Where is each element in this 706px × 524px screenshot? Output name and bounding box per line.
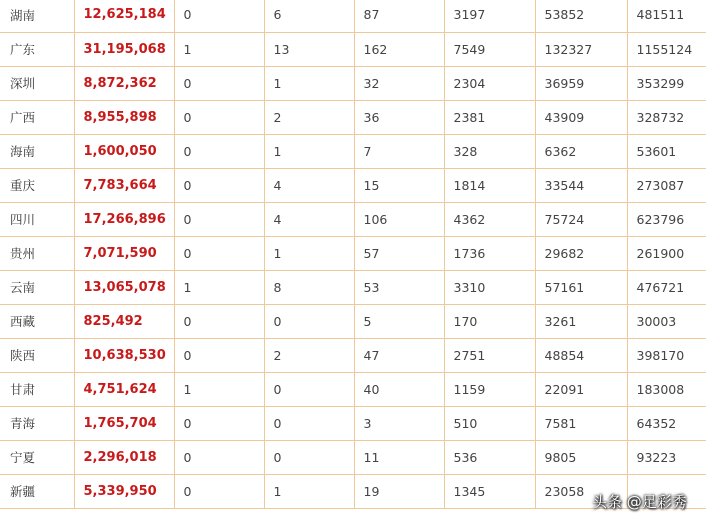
cell-tier4: 3197 (444, 0, 535, 32)
table-row (0, 304, 706, 338)
cell-tier1: 1 (174, 32, 264, 66)
cell-tier3: 40 (354, 372, 444, 406)
cell-tier5: 22091 (535, 372, 627, 406)
cell-tier3: 36 (354, 100, 444, 134)
cell-tier1: 0 (174, 474, 264, 508)
cell-tier6: 623796 (627, 202, 706, 236)
cell-tier5: 6362 (535, 134, 627, 168)
cell-tier4: 2751 (444, 338, 535, 372)
cell-tier2: 1 (264, 134, 354, 168)
cell-tier3: 47 (354, 338, 444, 372)
table-row (0, 202, 706, 236)
cell-tier4: 536 (444, 440, 535, 474)
cell-sales: 5,339,950 (74, 474, 174, 508)
cell-tier1: 0 (174, 202, 264, 236)
cell-tier1: 1 (174, 270, 264, 304)
cell-tier5: 53852 (535, 0, 627, 32)
cell-tier3: 57 (354, 236, 444, 270)
cell-region: 云南 (0, 270, 74, 304)
cell-tier2: 4 (264, 202, 354, 236)
table-row (0, 372, 706, 406)
table-row (0, 66, 706, 100)
cell-tier3: 53 (354, 270, 444, 304)
cell-tier4: 7549 (444, 32, 535, 66)
cell-sales: 4,751,624 (74, 372, 174, 406)
cell-tier2: 0 (264, 372, 354, 406)
table-row (0, 440, 706, 474)
cell-tier2: 6 (264, 0, 354, 32)
cell-sales: 7,783,664 (74, 168, 174, 202)
cell-tier6: 481511 (627, 0, 706, 32)
table-row (0, 168, 706, 202)
cell-tier4: 328 (444, 134, 535, 168)
table-row (0, 134, 706, 168)
cell-region: 广西 (0, 100, 74, 134)
cell-region: 广东 (0, 32, 74, 66)
table-row (0, 236, 706, 270)
cell-tier3: 162 (354, 32, 444, 66)
table-row (0, 338, 706, 372)
table-row (0, 406, 706, 440)
cell-tier1: 0 (174, 134, 264, 168)
cell-tier1: 0 (174, 168, 264, 202)
cell-tier2: 0 (264, 406, 354, 440)
cell-sales: 13,065,078 (74, 270, 174, 304)
cell-tier6: 64352 (627, 406, 706, 440)
cell-tier6: 93223 (627, 440, 706, 474)
cell-sales: 8,872,362 (74, 66, 174, 100)
cell-tier4: 3310 (444, 270, 535, 304)
cell-tier2: 13 (264, 32, 354, 66)
cell-region: 湖南 (0, 0, 74, 32)
cell-sales: 2,296,018 (74, 440, 174, 474)
cell-tier4: 2304 (444, 66, 535, 100)
cell-tier1: 0 (174, 236, 264, 270)
cell-tier2: 0 (264, 440, 354, 474)
cell-tier6: 273087 (627, 168, 706, 202)
cell-tier1: 0 (174, 406, 264, 440)
cell-tier1: 0 (174, 338, 264, 372)
cell-tier5: 43909 (535, 100, 627, 134)
cell-tier2: 2 (264, 338, 354, 372)
cell-tier3: 87 (354, 0, 444, 32)
table-row (0, 270, 706, 304)
cell-region: 陕西 (0, 338, 74, 372)
cell-region: 四川 (0, 202, 74, 236)
cell-tier1: 0 (174, 304, 264, 338)
cell-tier2: 8 (264, 270, 354, 304)
cell-tier4: 1736 (444, 236, 535, 270)
cell-tier6: 476721 (627, 270, 706, 304)
cell-region: 新疆 (0, 474, 74, 508)
cell-tier2: 0 (264, 304, 354, 338)
cell-tier4: 2381 (444, 100, 535, 134)
table-row (0, 0, 706, 32)
cell-sales: 31,195,068 (74, 32, 174, 66)
table-row (0, 32, 706, 66)
cell-tier6: 30003 (627, 304, 706, 338)
cell-sales: 7,071,590 (74, 236, 174, 270)
cell-tier2: 1 (264, 236, 354, 270)
cell-tier6: 183008 (627, 372, 706, 406)
cell-tier5: 23058 (535, 474, 627, 508)
cell-tier6: 328732 (627, 100, 706, 134)
cell-tier3: 19 (354, 474, 444, 508)
cell-sales: 12,625,184 (74, 0, 174, 32)
cell-tier5: 29682 (535, 236, 627, 270)
cell-tier3: 7 (354, 134, 444, 168)
cell-tier3: 15 (354, 168, 444, 202)
cell-region: 贵州 (0, 236, 74, 270)
cell-region: 重庆 (0, 168, 74, 202)
cell-tier5: 36959 (535, 66, 627, 100)
cell-tier1: 0 (174, 0, 264, 32)
watermark: 头条 @足彩秀 (592, 493, 687, 511)
table-row (0, 100, 706, 134)
cell-tier3: 11 (354, 440, 444, 474)
cell-sales: 1,765,704 (74, 406, 174, 440)
cell-region: 海南 (0, 134, 74, 168)
cell-sales: 8,955,898 (74, 100, 174, 134)
cell-tier3: 32 (354, 66, 444, 100)
cell-region: 青海 (0, 406, 74, 440)
cell-tier3: 5 (354, 304, 444, 338)
cell-tier5: 7581 (535, 406, 627, 440)
cell-tier4: 1814 (444, 168, 535, 202)
cell-tier5: 132327 (535, 32, 627, 66)
cell-tier2: 1 (264, 66, 354, 100)
cell-tier6: 53601 (627, 134, 706, 168)
cell-tier4: 510 (444, 406, 535, 440)
cell-sales: 1,600,050 (74, 134, 174, 168)
cell-region: 深圳 (0, 66, 74, 100)
cell-tier1: 0 (174, 440, 264, 474)
cell-tier6: 261900 (627, 236, 706, 270)
cell-tier6: 1155124 (627, 32, 706, 66)
cell-tier4: 170 (444, 304, 535, 338)
cell-tier5: 57161 (535, 270, 627, 304)
cell-tier5: 3261 (535, 304, 627, 338)
cell-tier4: 1345 (444, 474, 535, 508)
cell-tier5: 9805 (535, 440, 627, 474)
cell-tier6: 398170 (627, 338, 706, 372)
cell-tier3: 3 (354, 406, 444, 440)
cell-tier2: 2 (264, 100, 354, 134)
cell-tier2: 4 (264, 168, 354, 202)
cell-tier3: 106 (354, 202, 444, 236)
cell-sales: 825,492 (74, 304, 174, 338)
cell-region: 西藏 (0, 304, 74, 338)
cell-tier4: 1159 (444, 372, 535, 406)
cell-tier1: 0 (174, 66, 264, 100)
cell-sales: 10,638,530 (74, 338, 174, 372)
cell-tier2: 1 (264, 474, 354, 508)
cell-tier4: 4362 (444, 202, 535, 236)
cell-region: 宁夏 (0, 440, 74, 474)
cell-tier5: 48854 (535, 338, 627, 372)
cell-tier6: 353299 (627, 66, 706, 100)
cell-tier5: 33544 (535, 168, 627, 202)
cell-sales: 17,266,896 (74, 202, 174, 236)
cell-region: 甘肃 (0, 372, 74, 406)
cell-tier5: 75724 (535, 202, 627, 236)
cell-tier1: 1 (174, 372, 264, 406)
cell-tier1: 0 (174, 100, 264, 134)
